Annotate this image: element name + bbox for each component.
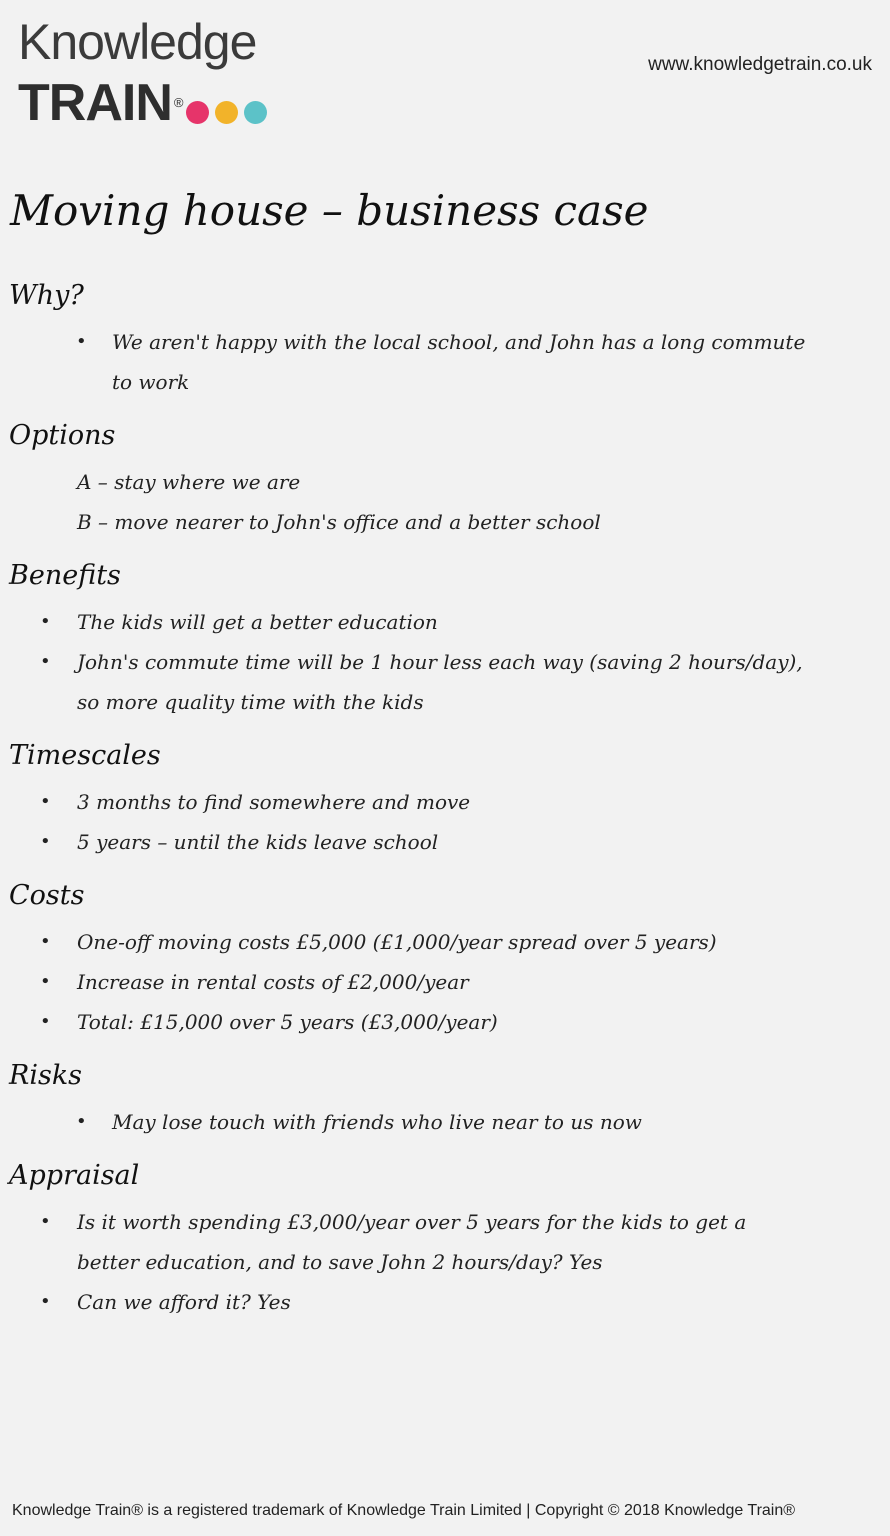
risks-list [0,1102,890,1142]
website-url: www.knowledgetrain.co.uk [648,54,872,75]
section-appraisal [0,1150,890,1322]
bullet-icon: • [40,611,51,632]
bullet-icon: • [40,1011,51,1032]
logo-dot-yellow [215,101,238,124]
bullet-icon: • [40,971,51,992]
section-timescales [0,730,890,862]
logo-word-knowledge: Knowledge [18,14,257,70]
section-benefits [0,550,890,722]
footer-copyright: Knowledge Train® is a registered trademark of Knowledge Train Limited | Copyright © 2018 Knowledge Train® [12,1502,796,1519]
list-item: • Can we afford it? Yes [0,1282,890,1322]
list-item: • May lose touch with friends who live near to us now [0,1102,890,1142]
costs-list [0,922,890,1042]
option-a: A – stay where we are [77,470,301,494]
section-costs [0,870,890,1042]
list-item-continuation: to work [112,370,190,394]
logo-registered-mark: ® [173,95,183,110]
knowledge-train-logo [18,14,267,130]
bullet-icon: • [40,1291,51,1312]
bullet-icon: • [76,331,87,352]
bullet-icon: • [40,931,51,952]
list-item: • Total: £15,000 over 5 years (£3,000/year) [0,1002,890,1042]
list-item: • Increase in rental costs of £2,000/year [0,962,890,1002]
logo-dots [186,101,267,124]
list-item: • The kids will get a better education [0,602,890,642]
heading-costs: Costs [9,880,85,911]
list-item: • One-off moving costs £5,000 (£1,000/year spread over 5 years) [0,922,890,962]
bullet-icon: • [76,1111,87,1132]
option-b: B – move nearer to John's office and a better school [77,510,601,534]
logo-train-text: TRAIN [18,74,172,132]
heading-benefits: Benefits [9,560,121,591]
bullet-icon: • [40,831,51,852]
list-item: • We aren't happy with the local school, and John has a long commute [0,322,890,362]
bullet-icon: • [40,1211,51,1232]
heading-options: Options [9,420,116,451]
bullet-icon: • [40,791,51,812]
section-risks [0,1050,890,1142]
section-options [0,410,890,542]
logo-dot-teal [244,101,267,124]
list-item: • Is it worth spending £3,000/year over 5 years for the kids to get a [0,1202,890,1242]
section-why [0,270,890,402]
logo-word-train [18,70,267,130]
document-body [0,270,890,1330]
heading-timescales: Timescales [9,740,161,771]
heading-risks: Risks [9,1060,83,1091]
list-item-continuation: so more quality time with the kids [77,690,424,714]
appraisal-list [0,1202,890,1322]
page-title: Moving house – business case [10,186,649,235]
list-item-continuation: better education, and to save John 2 hours/day? Yes [77,1250,603,1274]
heading-why: Why? [9,280,84,311]
list-item: • 5 years – until the kids leave school [0,822,890,862]
bullet-icon: • [40,651,51,672]
timescales-list [0,782,890,862]
list-item: • 3 months to find somewhere and move [0,782,890,822]
list-item: • John's commute time will be 1 hour less each way (saving 2 hours/day), [0,642,890,682]
heading-appraisal: Appraisal [9,1160,140,1191]
logo-dot-pink [186,101,209,124]
why-list [0,322,890,402]
benefits-list [0,602,890,722]
